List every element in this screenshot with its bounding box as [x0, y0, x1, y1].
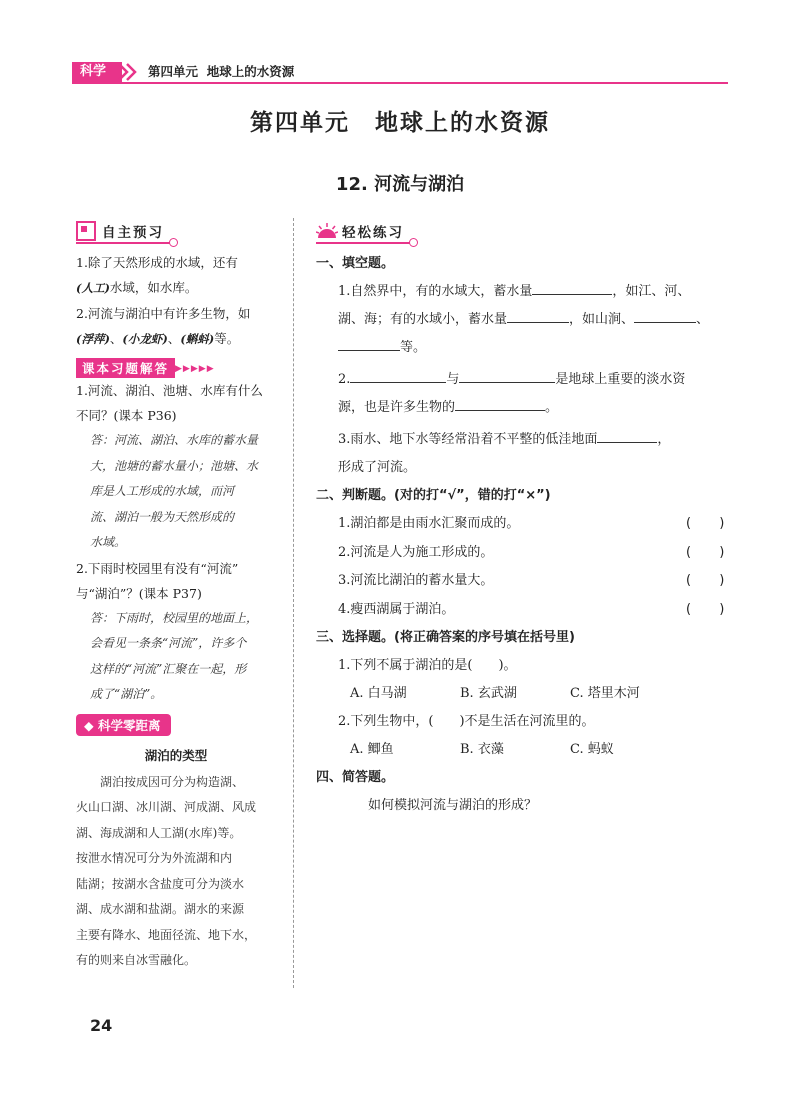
- option-b[interactable]: B. 玄武湖: [460, 686, 517, 701]
- answer-blank[interactable]: [507, 306, 569, 323]
- fill-q3: 3.雨水、地下水等经常沿着不平整的低洼地面 ， 形成了河流。: [316, 426, 736, 482]
- preview-q2: 2.河流与湖泊中有许多生物，如 (浮萍)、(小龙虾)、(蝌蚪)等。: [76, 306, 251, 346]
- textbook-q2: 2.下雨时校园里有没有“河流” 与“湖泊”？(课本 P37): [76, 560, 239, 601]
- answer-blank[interactable]: [338, 334, 400, 351]
- option-b[interactable]: B. 衣藻: [460, 742, 504, 757]
- answer-paren[interactable]: ( ): [684, 544, 726, 560]
- judge-q1: 1.湖泊都是由雨水汇聚而成的。 ( ): [316, 510, 736, 539]
- double-chevron-icon: [116, 62, 142, 82]
- diamond-icon: ◆: [84, 717, 94, 733]
- option-c[interactable]: C. 蚂蚁: [570, 742, 614, 757]
- answer-paren[interactable]: ( ): [684, 601, 726, 617]
- option-a[interactable]: A. 鲫鱼: [350, 742, 394, 757]
- section-choice: 三、选择题。(将正确答案的序号填在括号里): [316, 630, 575, 645]
- section-judge: 二、判断题。(对的打“√”，错的打“×”): [316, 488, 551, 503]
- lesson-title: 12. 河流与湖泊: [335, 174, 465, 195]
- choice-q2: 2.下列生物中，( )不是生活在河流里的。: [338, 714, 595, 729]
- answer-paren[interactable]: ( ): [684, 516, 726, 531]
- subject-tab: 科学: [72, 62, 122, 82]
- sun-icon: [316, 222, 338, 240]
- practice-badge: 轻松练习: [316, 220, 404, 244]
- header-rule: [72, 82, 728, 84]
- square-icon: [76, 221, 96, 241]
- textbook-q1: 1.河流、湖泊、池塘、水库有什么 不同？(课本 P36): [76, 383, 263, 423]
- textbook-a2: 答：下雨时，校园里的地面上， 会看见一条条“河流”，许多个 这样的“河流”汇聚在一起，形 成了“湖泊”。: [90, 610, 259, 701]
- answer-blank[interactable]: [597, 426, 657, 443]
- column-divider: [293, 218, 294, 988]
- choice-q2-options: [316, 736, 736, 764]
- option-c[interactable]: C. 塔里木河: [570, 686, 640, 701]
- textbook-badge: 课本习题解答 ▶▶▶▶▶: [76, 358, 276, 378]
- choice-q1: 1.下列不属于湖泊的是( )。: [338, 658, 517, 673]
- short-answer-q: 如何模拟河流与湖泊的形成？: [368, 798, 538, 813]
- lake-types-paragraph: 湖泊按成因可分为构造湖、 火山口湖、冰川湖、河成湖、风成 湖、海成湖和人工湖(水库)等。 按泄水情况可分为外流湖和内 陆湖；按湖水含盐度可分为淡水 湖、成水湖和盐湖。湖水的来源 主要有降水、地面径流、地下水， 有的则来自冰雪融化。: [76, 774, 257, 967]
- answer-blank[interactable]: [532, 278, 612, 295]
- judge-q4: 4.瘦西湖属于湖泊。 ( ): [316, 596, 736, 625]
- arrows-icon: ▶▶▶▶▶: [175, 363, 215, 374]
- choice-q1-options: [316, 680, 736, 708]
- preview-badge: 自主预习: [76, 220, 164, 244]
- preview-q1: 1.除了天然形成的水域，还有 (人工)水域，如水库。: [76, 255, 238, 295]
- judge-q2: 2.河流是人为施工形成的。 ( ): [316, 539, 736, 568]
- answer-paren[interactable]: ( ): [684, 573, 726, 588]
- running-header: [72, 62, 728, 84]
- page-number: 24: [90, 1016, 113, 1035]
- answer-blank[interactable]: [350, 366, 446, 383]
- fill-q1: 1.自然界中，有的水域大，蓄水量 ，如江、河、 湖、海；有的水域小，蓄水量 ，如山涧、 、 等。: [316, 278, 736, 362]
- answer-blank[interactable]: [455, 394, 545, 411]
- distance-badge: ◆ 科学零距离: [76, 714, 276, 736]
- section-short-answer: 四、简答题。: [316, 770, 395, 785]
- textbook-a1: 答：河流、湖泊、水库的蓄水量 大，池塘的蓄水量小；池塘、水 库是人工形成的水域，而河 流、湖泊一般为天然形成的 水域。: [90, 433, 259, 549]
- right-column: [316, 220, 736, 820]
- answer-blank[interactable]: [634, 306, 696, 323]
- unit-title: 第四单元 地球上的水资源: [250, 110, 550, 136]
- answer-blank[interactable]: [459, 366, 555, 383]
- dot-icon: [409, 238, 418, 247]
- fill-q2: 2. 与 是地球上重要的淡水资 源，也是许多生物的 。: [316, 366, 736, 422]
- option-a[interactable]: A. 白马湖: [350, 686, 407, 701]
- judge-q3: 3.河流比湖泊的蓄水量大。 ( ): [316, 567, 736, 596]
- dot-icon: [169, 238, 178, 247]
- lake-types-title: 湖泊的类型: [144, 747, 208, 763]
- header-unit: 第四单元 地球上的水资源: [148, 64, 295, 79]
- left-column: [76, 220, 276, 974]
- section-fill-blank: 一、填空题。: [316, 256, 395, 271]
